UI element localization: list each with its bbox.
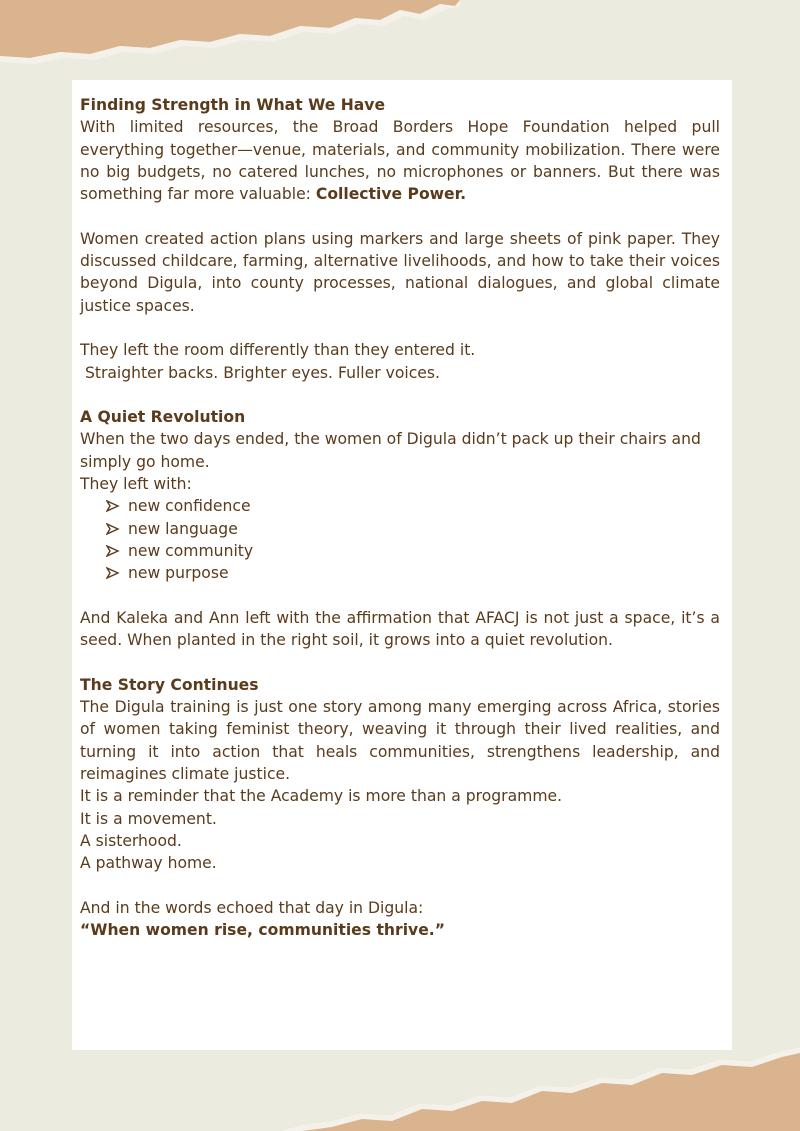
section-heading-strength: Finding Strength in What We Have <box>80 96 386 114</box>
list-intro: They left with: <box>80 475 192 494</box>
collective-power-emphasis: Collective Power. <box>315 185 467 204</box>
line-reminder: It is a reminder that the Academy is more than a programme. <box>80 787 563 806</box>
list-item-text: new purpose <box>128 564 229 583</box>
arrow-bullet-icon <box>106 523 120 535</box>
paragraph-left-room: They left the room differently than they entered it. <box>80 341 476 360</box>
arrow-bullet-icon <box>106 500 120 512</box>
closing-line: And in the words echoed that day in Digula: <box>80 898 424 917</box>
outcomes-list <box>80 495 720 584</box>
list-item <box>106 518 720 540</box>
paragraph-digula-training: The Digula training is just one story among many emerging across Africa, stories of women taking feminist theory, weaving it through their lived realities, and turning it into action that heals communities, strengthens leadership, and reimagines climate justice. <box>80 698 720 783</box>
line-pathway-home: A pathway home. <box>80 854 217 873</box>
list-item <box>106 540 720 562</box>
paragraph-straighter-backs: Straighter backs. Brighter eyes. Fuller voices. <box>80 363 440 382</box>
section-heading-revolution: A Quiet Revolution <box>80 408 246 427</box>
paragraph-resources-text: With limited resources, the Broad Borders Hope Foundation helped pull everything together—venue, materials, and community mobilization. There were no big budgets, no catered lunches, no microphones or banners. But there was something far more valuable: <box>80 118 720 204</box>
line-sisterhood: A sisterhood. <box>80 831 182 850</box>
torn-paper-bottom-decoration <box>280 1041 800 1131</box>
section-heading-story: The Story Continues <box>80 675 259 694</box>
arrow-bullet-icon <box>106 567 120 579</box>
list-item <box>106 562 720 584</box>
list-item <box>106 495 720 517</box>
list-item-text: new language <box>128 519 238 538</box>
article-body <box>80 94 720 941</box>
torn-paper-top-decoration <box>0 0 460 75</box>
list-item-text: new community <box>128 541 254 560</box>
paragraph-action-plans: Women created action plans using markers and large sheets of pink paper. They discussed childcare, farming, alternative livelihoods, and how to take their voices beyond Digula, into county processes, national dialogues, and global climate justice spaces. <box>80 229 720 315</box>
paragraph-two-days: When the two days ended, the women of Digula didn’t pack up their chairs and simply go home. <box>80 430 701 471</box>
list-item-text: new confidence <box>128 497 251 516</box>
closing-quote: “When women rise, communities thrive.” <box>80 920 445 939</box>
paragraph-resources <box>80 116 720 205</box>
arrow-bullet-icon <box>106 545 120 557</box>
line-movement: It is a movement. <box>80 809 217 828</box>
paragraph-affirmation: And Kaleka and Ann left with the affirmation that AFACJ is not just a space, it’s a seed. When planted in the right soil, it grows into a quiet revolution. <box>80 608 720 650</box>
